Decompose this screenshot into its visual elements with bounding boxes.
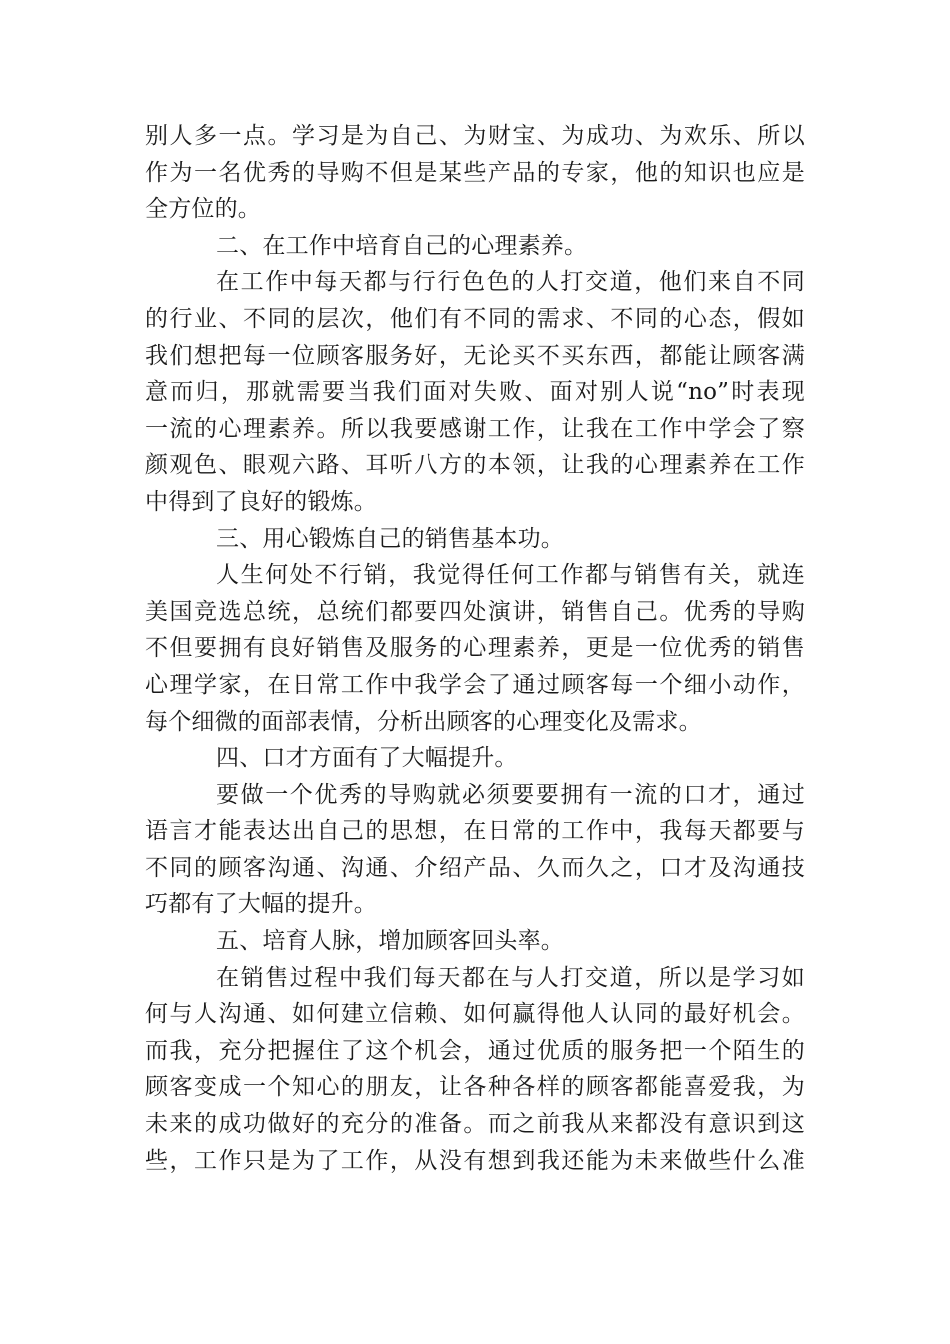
body-text-line: 中得到了良好的锻炼。 bbox=[145, 488, 377, 515]
body-text-line: 顾客变成一个知心的朋友，让各种各样的顾客都能喜爱我，为 bbox=[145, 1074, 805, 1101]
body-text-line: 巧都有了大幅的提升。 bbox=[145, 891, 377, 918]
body-text-line: 意而归，那就需要当我们面对失败、面对别人说“no”时表现 bbox=[145, 379, 805, 406]
section-heading: 二、在工作中培育自己的心理素养。 bbox=[216, 232, 588, 259]
body-text-line: 美国竞选总统，总统们都要四处演讲，销售自己。优秀的导购 bbox=[145, 598, 805, 625]
body-text-line: 的行业、不同的层次，他们有不同的需求、不同的心态，假如 bbox=[145, 305, 805, 332]
section-heading: 五、培育人脉，增加顾客回头率。 bbox=[216, 928, 564, 955]
body-text-line: 全方位的。 bbox=[145, 196, 261, 223]
body-text-line: 心理学家，在日常工作中我学会了通过顾客每一个细小动作， bbox=[145, 671, 805, 698]
body-text-line: 些，工作只是为了工作，从没有想到我还能为未来做些什么准 bbox=[145, 1147, 805, 1174]
section-heading: 三、用心锻炼自己的销售基本功。 bbox=[216, 525, 564, 552]
body-text-line: 未来的成功做好的充分的准备。而之前我从来都没有意识到这 bbox=[145, 1111, 805, 1138]
paragraph-first-line: 要做一个优秀的导购就必须要要拥有一流的口才，通过 bbox=[216, 781, 805, 808]
body-text-line: 一流的心理素养。所以我要感谢工作，让我在工作中学会了察 bbox=[145, 415, 805, 442]
body-text-line: 而我，充分把握住了这个机会，通过优质的服务把一个陌生的 bbox=[145, 1037, 805, 1064]
section-heading: 四、口才方面有了大幅提升。 bbox=[216, 745, 518, 772]
body-text-line: 语言才能表达出自己的思想，在日常的工作中，我每天都要与 bbox=[145, 818, 805, 845]
body-text-line: 每个细微的面部表情，分析出顾客的心理变化及需求。 bbox=[145, 708, 702, 735]
body-text-line: 别人多一点。学习是为自己、为财宝、为成功、为欢乐、所以 bbox=[145, 123, 805, 149]
paragraph-first-line: 人生何处不行销，我觉得任何工作都与销售有关，就连 bbox=[216, 562, 805, 589]
body-text-line: 不但要拥有良好销售及服务的心理素养，更是一位优秀的销售 bbox=[145, 635, 805, 662]
body-text-line: 不同的顾客沟通、沟通、介绍产品、久而久之，口才及沟通技 bbox=[145, 854, 805, 881]
body-text-line: 我们想把每一位顾客服务好，无论买不买东西，都能让顾客满 bbox=[145, 342, 805, 369]
paragraph-first-line: 在销售过程中我们每天都在与人打交道，所以是学习如 bbox=[216, 964, 805, 991]
body-text-line: 颜观色、眼观六路、耳听八方的本领，让我的心理素养在工作 bbox=[145, 452, 805, 479]
document-body bbox=[145, 118, 805, 1179]
body-text-line: 作为一名优秀的导购不但是某些产品的专家，他的知识也应是 bbox=[145, 159, 805, 186]
body-text-line: 何与人沟通、如何建立信赖、如何赢得他人认同的最好机会。 bbox=[145, 1001, 805, 1028]
paragraph-first-line: 在工作中每天都与行行色色的人打交道，他们来自不同 bbox=[216, 269, 805, 296]
